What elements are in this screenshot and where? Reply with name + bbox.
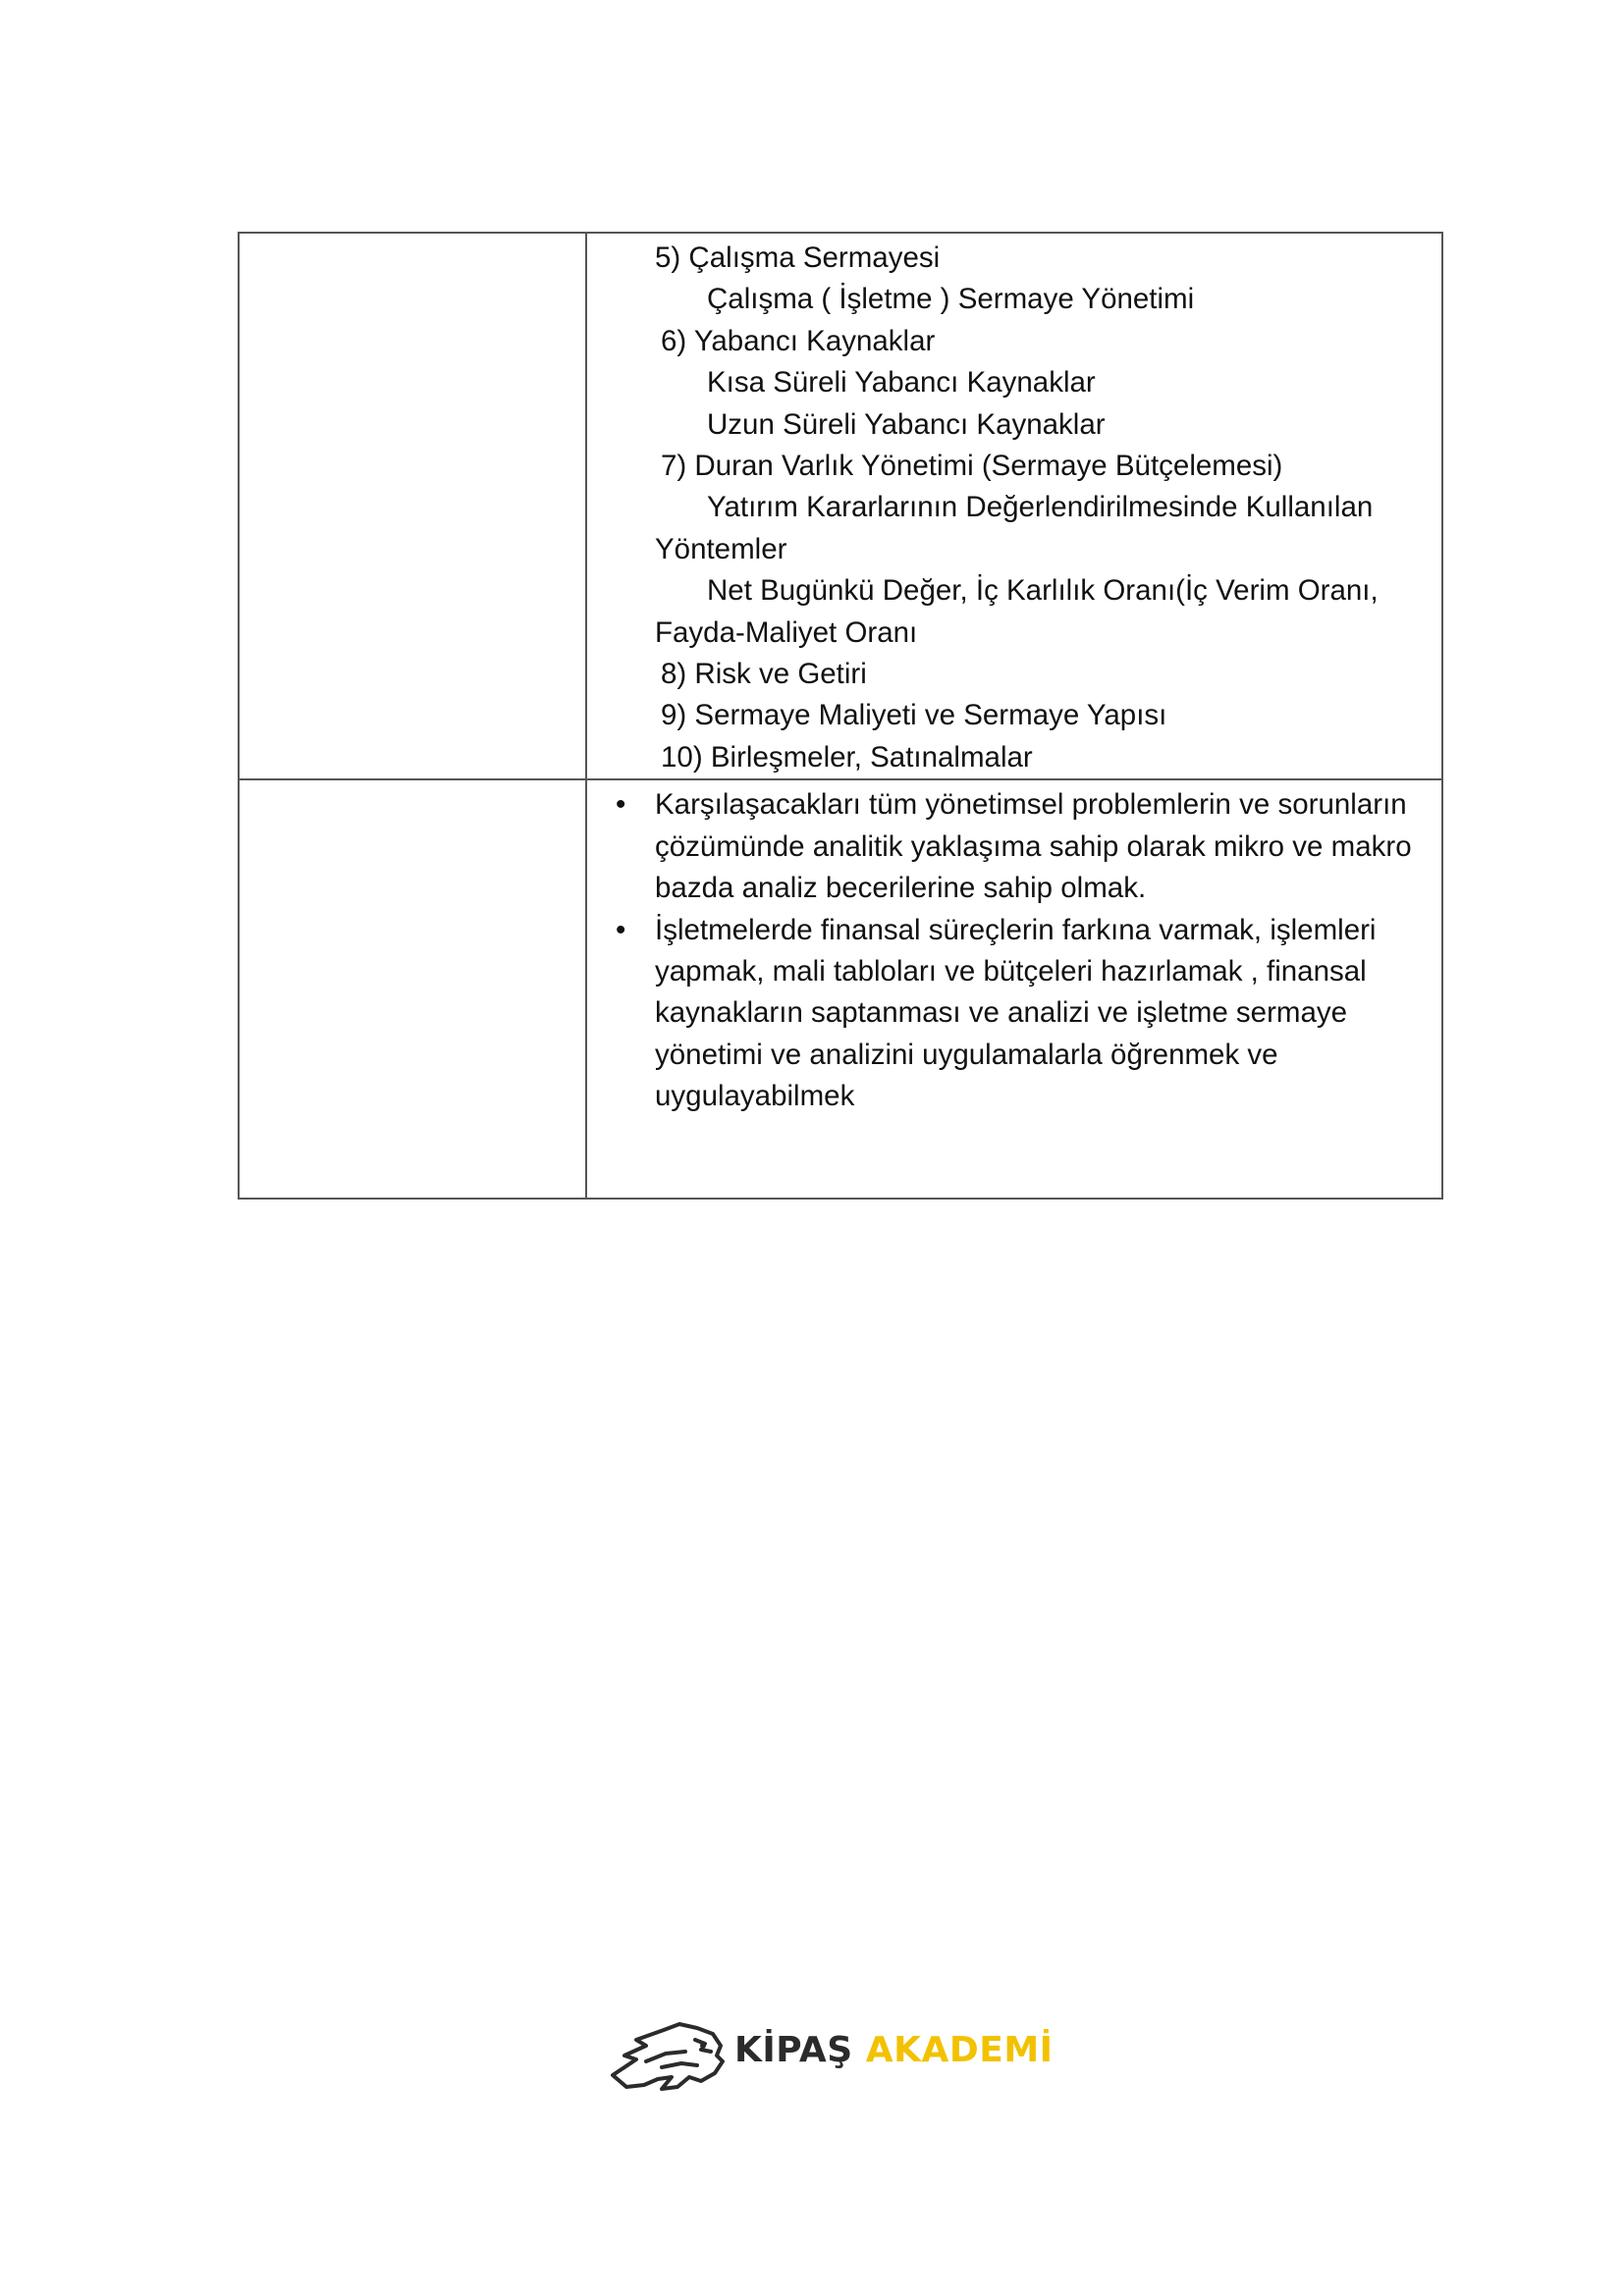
topic-line: Uzun Süreli Yabancı Kaynaklar bbox=[707, 407, 1106, 441]
topic-line: 5) Çalışma Sermayesi bbox=[655, 241, 941, 274]
row2-left-cell bbox=[239, 779, 586, 1199]
list-item bbox=[587, 784, 1441, 909]
topic-line: Yöntemler bbox=[655, 532, 787, 565]
table-row bbox=[239, 779, 1442, 1199]
topic-line: 10) Birleşmeler, Satınalmalar bbox=[661, 740, 1033, 774]
logo-brand-yellow: AKADEMİ bbox=[865, 2030, 1054, 2070]
topic-line: Net Bugünkü Değer, İç Karlılık Oranı(İç Verim Oranı, bbox=[707, 574, 1379, 608]
bullet-icon: • bbox=[616, 913, 626, 946]
outcome-list bbox=[587, 780, 1441, 1117]
bullet-text: Karşılaşacakları tüm yönetimsel problemlerin ve sorunların çözümünde analitik yaklaşıma sahip olarak mikro ve makro bazda analiz becerilerine sahip olmak. bbox=[655, 788, 1412, 905]
topic-line: 8) Risk ve Getiri bbox=[661, 658, 867, 691]
logo-wordmark bbox=[734, 2030, 1054, 2070]
logo-brand-dark: KİPAŞ bbox=[734, 2030, 853, 2070]
kipas-akademi-logo bbox=[607, 2016, 1054, 2095]
panther-head-icon bbox=[607, 2016, 730, 2095]
table-row bbox=[239, 233, 1442, 779]
topic-line: 6) Yabancı Kaynaklar bbox=[661, 324, 936, 357]
topic-list bbox=[587, 234, 1441, 778]
topic-line: 9) Sermaye Maliyeti ve Sermaye Yapısı bbox=[661, 699, 1167, 732]
bullet-icon: • bbox=[616, 788, 626, 822]
topic-line: 7) Duran Varlık Yönetimi (Sermaye Bütçelemesi) bbox=[661, 450, 1283, 483]
topic-line: Fayda-Maliyet Oranı bbox=[655, 615, 918, 649]
topic-line: Yatırım Kararlarının Değerlendirilmesinde Kullanılan bbox=[707, 491, 1374, 524]
row1-left-cell bbox=[239, 233, 586, 779]
course-content-table bbox=[238, 232, 1443, 1200]
row1-right-cell bbox=[586, 233, 1442, 779]
topic-line: Kısa Süreli Yabancı Kaynaklar bbox=[707, 366, 1096, 400]
row2-right-cell bbox=[586, 779, 1442, 1199]
bullet-text: İşletmelerde finansal süreçlerin farkına varmak, işlemleri yapmak, mali tabloları ve bütçeleri hazırlamak , finansal kaynakların saptanması ve analizi ve işletme sermaye yönetimi ve analizini uygulamalarla öğrenmek ve uygulayabilmek bbox=[655, 913, 1377, 1113]
list-item bbox=[587, 910, 1441, 1118]
topic-line: Çalışma ( İşletme ) Sermaye Yönetimi bbox=[707, 283, 1195, 316]
